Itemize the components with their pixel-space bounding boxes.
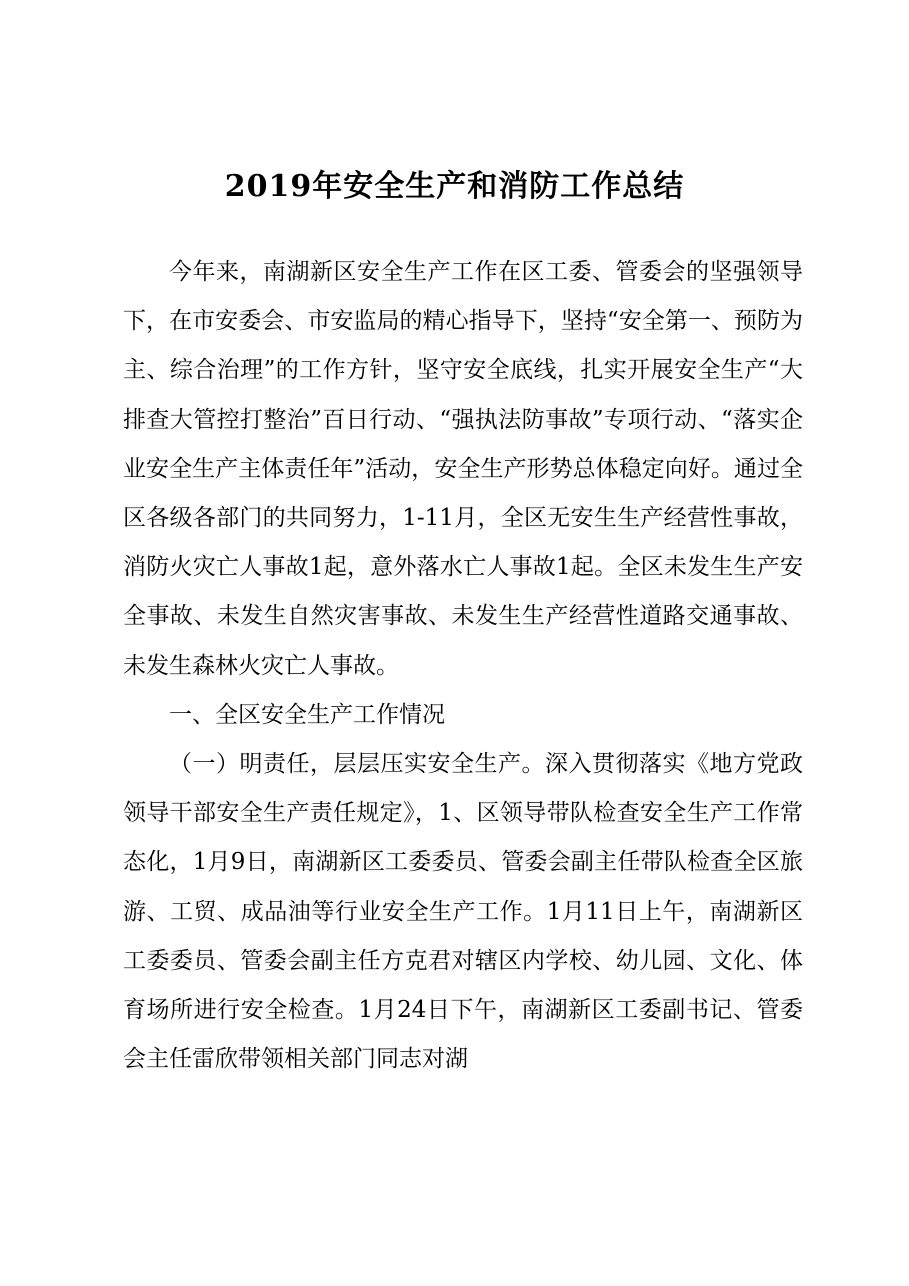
section-heading: 一、全区安全生产工作情况	[169, 701, 445, 728]
subsection-paragraph: （一）明责任，层层压实安全生产。深入贯彻落实《地方党政领导干部安全生产责任规定》，1、区领导带队检查安全生产工作常态化，1月9日，南湖新区工委委员、管委会副主任带队检查全区旅游、工贸、成品油等行业安全生产工作。1月11日上午，南湖新区工委委员、管委会副主任方克君对辖区内学校、幼儿园、文化、体育场所进行安全检查。1月24日下午，南湖新区工委副书记、管委会主任雷欣带领相关部门同志对湖	[123, 751, 803, 1073]
document-body	[123, 248, 803, 1084]
document-title: 2019年安全生产和消防工作总结	[224, 169, 685, 204]
intro-paragraph: 今年来，南湖新区安全生产工作在区工委、管委会的坚强领导下，在市安委会、市安监局的精心指导下，坚持“安全第一、预防为主、综合治理”的工作方针，坚守安全底线，扎实开展安全生产“大排查大管控打整治”百日行动、“强执法防事故”专项行动、“落实企业安全生产主体责任年”活动，安全生产形势总体稳定向好。通过全区各级各部门的共同努力，1-11月，全区无安生生产经营性事故，消防火灾亡人事故1起，意外落水亡人事故1起。全区未发生生产安全事故、未发生自然灾害事故、未发生生产经营性道路交通事故、未发生森林火灾亡人事故。	[123, 259, 803, 679]
